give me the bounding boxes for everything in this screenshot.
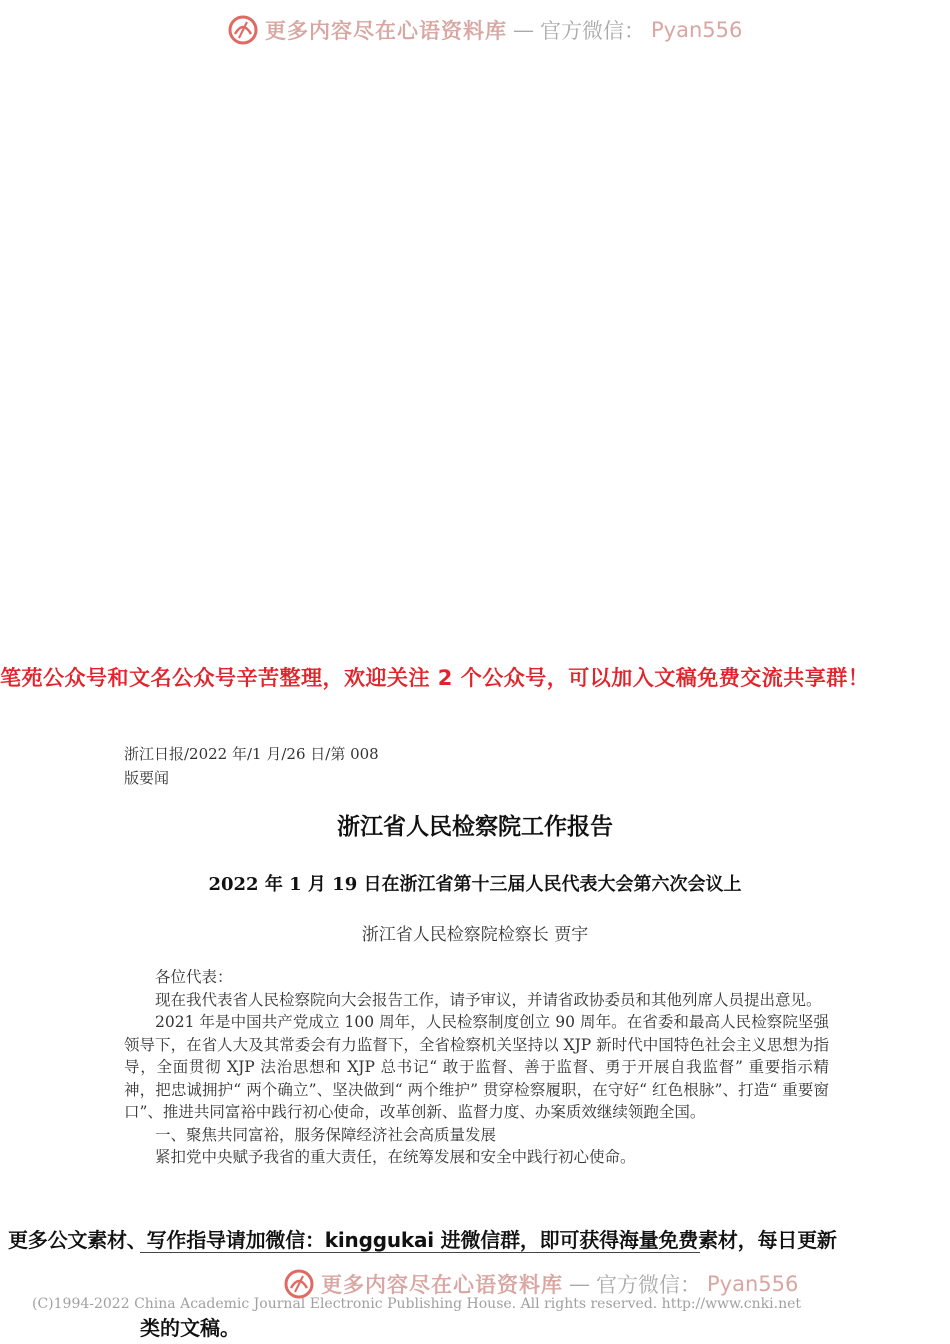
promo-banner: 笔苑公众号和文名公众号辛苦整理，欢迎关注 2 个公众号，可以加入文稿免费交流共享群！ [0, 666, 870, 690]
paragraph: 2021 年是中国共产党成立 100 周年，人民检察制度创立 90 周年。在省委和最高人民检察院坚强领导下，在省人大及其常委会有力监督下，全省检察机关坚持以 XJP 新时代中国特色社会主义思想为指导，全面贯彻 XJP 法治思想和 XJP 总书记“ 敢于监督、善于监督、勇于开展自我监督” 重要指示精神，把忠诚拥护“ 两个确立”、坚决做到“ 两个维护” 贯穿检察履职，在守好“ 红色根脉”、打造“ 重要窗口”、推进共同富裕中践行初心使命，改革创新、监督力度、办案质效继续领跑全国。 [124, 1013, 829, 1121]
section-heading: 一、聚焦共同富裕，服务保障经济社会高质量发展 [155, 1125, 497, 1144]
watermark-brand: 更多内容尽在心语资料库 [321, 1272, 563, 1297]
source-line-1: 浙江日报/2022 年/1 月/26 日/第 008 [124, 745, 379, 763]
watermark-dash: — [513, 18, 534, 42]
source-info [124, 742, 424, 790]
copyright-notice: (C)1994-2022 China Academic Journal Electronic Publishing House. All rights reserved. http://www.cnki.net [32, 1296, 802, 1312]
watermark-label: 官方微信： [540, 19, 645, 43]
watermark-label: 官方微信： [596, 1273, 701, 1297]
report-author: 浙江省人民检察院检察长 贾宇 [361, 925, 589, 945]
brand-logo-icon [227, 14, 259, 46]
watermark-id: Pyan556 [707, 1272, 799, 1296]
source-line-2: 版要闻 [124, 769, 170, 787]
watermark-brand: 更多内容尽在心语资料库 [265, 18, 507, 43]
paragraph: 各位代表： [155, 968, 233, 986]
watermark-dash: — [569, 1272, 590, 1296]
watermark-top [227, 14, 742, 46]
report-body [124, 966, 829, 1169]
report-subtitle: 2022 年 1 月 19 日在浙江省第十三届人民代表大会第六次会议上 [208, 874, 742, 895]
divider [140, 1252, 700, 1253]
tail-text: 类的文稿。 [140, 1316, 240, 1340]
wechat-banner: 更多公文素材、写作指导请加微信：kinggukai 进微信群，即可获得海量免费素材，每日更新 [8, 1228, 837, 1252]
paragraph: 紧扣党中央赋予我省的重大责任，在统筹发展和安全中践行初心使命。 [155, 1148, 636, 1166]
watermark-id: Pyan556 [651, 18, 743, 42]
paragraph: 现在我代表省人民检察院向大会报告工作，请予审议，并请省政协委员和其他列席人员提出意见。 [155, 990, 822, 1009]
report-title: 浙江省人民检察院工作报告 [337, 814, 613, 840]
